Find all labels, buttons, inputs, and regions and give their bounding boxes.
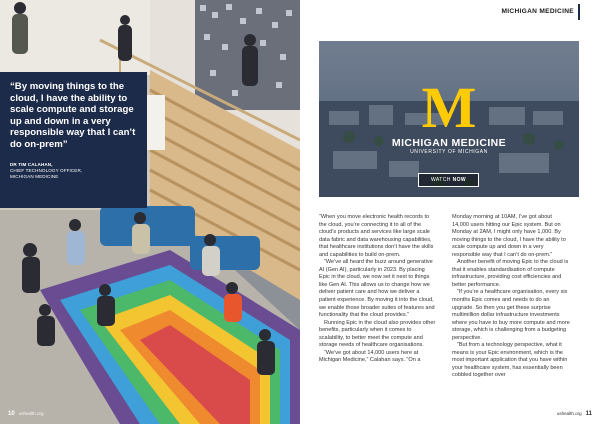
paragraph: Running Epic in the cloud also provides other benefits, particularly when it comes to scalability, to better meet the compute and storage needs of healthcare organisations. [319,319,436,349]
pull-quote-box [0,72,147,208]
paragraph: “When you move electronic health records to the cloud, you’re connecting it to all of the cloud’s products and services like large scale data fabric and data warehousing capabilities, that healthcare institutions don’t have the skills and capabilities to build on-prem. [319,214,434,258]
right-page-number: 11 [585,411,592,417]
quote-attribution [10,162,139,180]
watch-now-button[interactable] [418,173,479,187]
right-page [300,0,600,424]
left-folio [8,411,43,417]
paragraph: Monday morning at 10AM, I’ve got about 14,000 users hitting our Epic system. But on Monday at 2AM, I might only have 1,000. By moving things to the cloud, I have the ability to scale compute up and down in a very responsible way that I can’t do on-prem.” [452,214,566,258]
video-thumbnail[interactable] [319,41,579,197]
now-label: NOW [452,177,466,183]
attribution-role: CHIEF TECHNOLOGY OFFICER, [10,167,83,173]
left-page-number: 10 [8,411,15,417]
left-site-name: ushealth.org [18,411,44,416]
article-column-2 [452,214,570,380]
paragraph: “We’ve all heard the buzz around generative AI (Gen AI), particularly in 2023. By placing Epic in the cloud, we now set it next to things like Gen AI. This allows us to change how we deliver patient care and how we deliver a patient experience. By moving it into the cloud, we enable those broader suites of features and functionality that the cloud provides.” [319,259,435,319]
video-brand-name: MICHIGAN MEDICINE [391,137,507,149]
paragraph: Another benefit of moving Epic to the cloud is that it enables standardisation of compute infrastructure, providing cost efficiencies and better performance. [452,259,569,288]
video-brand-sub: UNIVERSITY OF MICHIGAN [410,149,488,155]
watch-label: WATCH [431,177,451,183]
attribution-org: MICHIGAN MEDICINE [10,173,59,179]
paragraph: “But from a technology perspective, what it means is your Epic environment, which is the most important application that you have within your healthcare system, has essentially been cobbled together over [452,342,568,379]
header-rule [578,4,580,20]
attribution-name: DR TIM CALAHAN, [10,161,53,167]
pull-quote: “By moving things to the cloud, I have the ability to scale compute and storage up and down in a very responsible way that I can’t do on-prem” [10,81,136,150]
section-title: MICHIGAN MEDICINE [501,8,574,15]
paragraph: “If you’re a healthcare organisation, every six months Epic comes and needs to do an upgrade. So then you get these surprise multimillion dollar infrastructure investments where you have to buy more compute and more storage, which is challenging from a budgeting perspective. [452,289,570,341]
article-column-1 [319,214,437,365]
right-folio [557,411,592,417]
block-m-logo: M [421,75,477,140]
paragraph: “We’ve got about 14,000 users here at Michigan Medicine,” Calahan says. “On a [319,349,421,364]
right-site-name: ushealth.org [556,411,582,416]
